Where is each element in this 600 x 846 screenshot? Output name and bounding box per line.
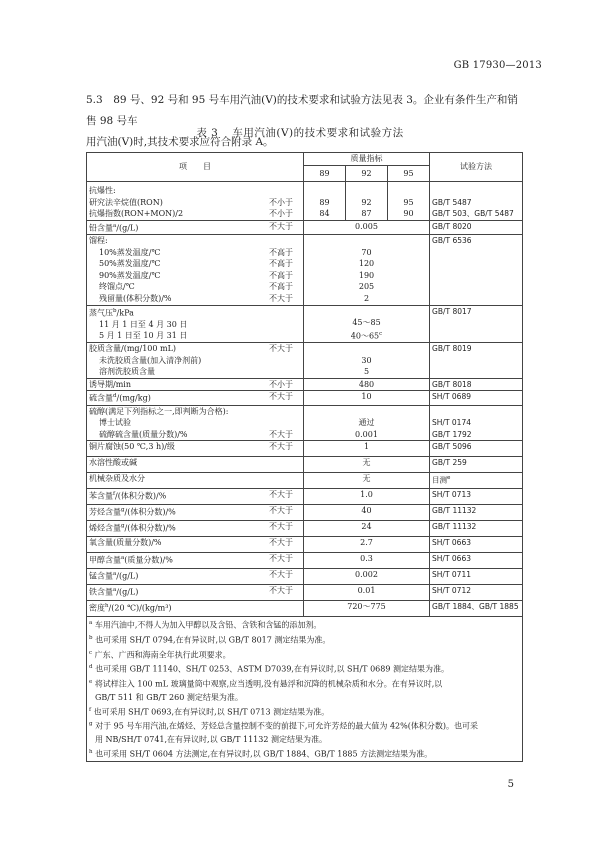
- limit-label: 不大于: [269, 429, 293, 439]
- item-label: 芳烃含量: [89, 508, 121, 518]
- item-unit: /(g/L): [116, 588, 139, 598]
- item-label: 烯烃含量: [89, 524, 121, 534]
- item-label: 研究法辛烷值(RON): [89, 197, 163, 207]
- item-label: 铅含量: [89, 223, 113, 233]
- table-row: [87, 473, 523, 489]
- table-row: [87, 235, 523, 306]
- value-cell: 10: [304, 391, 430, 405]
- method-cell: GB/T 8018: [430, 378, 523, 391]
- item-unit: /(体积分数)/%: [115, 492, 167, 502]
- item-label: 机械杂质及水分: [89, 474, 145, 484]
- limit-label: 不大于: [269, 490, 293, 500]
- method-cell: GB/T 259: [430, 457, 523, 473]
- footnote-mark: c: [89, 649, 93, 656]
- intro-line: 5.3 89 号、92 号和 95 号车用汽油(Ⅴ)的技术要求和试验方法见表 3。企业有条件生产和销售 98 号车: [86, 94, 518, 127]
- limit-label: 不高于: [269, 270, 293, 280]
- item-unit: /(体积分数)/%: [124, 508, 176, 518]
- footnote-mark: a: [113, 571, 117, 578]
- footnote-mark: d: [89, 664, 93, 671]
- footnote-mark: g: [89, 721, 93, 728]
- method-cell: SH/T 0712: [430, 585, 523, 601]
- method-cell: SH/T 0713: [430, 489, 523, 505]
- table-row: [87, 457, 523, 473]
- value-cell: 无: [304, 473, 430, 489]
- footnote-mark: a: [121, 555, 125, 562]
- item-label: 锰含量: [89, 572, 113, 582]
- value-cell: 30: [361, 355, 372, 365]
- item-header: 项 目: [87, 153, 304, 182]
- table-title: 车用汽油(Ⅴ)的技术要求和试验方法: [232, 127, 404, 139]
- method-cell: SH/T 0689: [430, 391, 523, 405]
- grade-92: 92: [346, 166, 388, 182]
- footnote-mark: c: [379, 330, 383, 337]
- footnote-continuation: GB/T 511 和 GB/T 260 测定结果为准。: [95, 692, 243, 702]
- value-cell: 90: [403, 209, 414, 219]
- item-unit: /(g/L): [116, 223, 139, 233]
- footnote-text: 车用汽油中,不得人为加入甲醇以及含铅、含铁和含锰的添加剂。: [94, 621, 322, 631]
- limit-label: 不大于: [269, 586, 293, 596]
- method-cell: GB/T 6536: [430, 235, 523, 306]
- item-unit: /(体积分数)/%: [124, 524, 176, 534]
- intro-line: 用汽油(Ⅴ)时,其技术要求应符合附录 A。: [86, 136, 274, 148]
- item-label: 铜片腐蚀(50 ℃,3 h)/级: [89, 442, 175, 452]
- value-cell: 120: [358, 259, 375, 269]
- item-label: 10%蒸发温度/℃: [99, 247, 161, 257]
- method-cell: GB/T 1792: [432, 429, 472, 439]
- value-cell: 480: [304, 378, 430, 391]
- value-cell: 720～775: [304, 601, 430, 617]
- value-cell: 0.005: [304, 220, 430, 234]
- footnote-text: 对于 95 号车用汽油,在烯烃、芳烃总含量控制不变的前提下,可允许芳烃的最大值为 42%(体积分数)。也可采: [95, 722, 478, 732]
- limit-label: 不小于: [269, 197, 293, 207]
- limit-label: 不小于: [269, 379, 293, 389]
- table-header-row: [87, 153, 523, 166]
- method-cell: GB/T 5487: [432, 197, 472, 207]
- value-cell: 2: [363, 294, 370, 303]
- table-notes: [87, 617, 523, 761]
- value-cell: 1.0: [304, 489, 430, 505]
- page-number: 5: [507, 779, 514, 790]
- method-cell: GB/T 11132: [430, 521, 523, 537]
- table-caption: [0, 125, 600, 140]
- value-cell: 92: [361, 197, 372, 207]
- limit-label: 不大于: [269, 442, 293, 452]
- grade-89: 89: [304, 166, 346, 182]
- value-cell: 95: [403, 197, 414, 207]
- footnote: [89, 676, 520, 691]
- quality-header: 质量指标: [304, 153, 430, 166]
- table-row: [87, 182, 523, 221]
- item-label: 抗爆指数(RON+MON)/2: [89, 209, 184, 219]
- method-cell: SH/T 0663: [430, 537, 523, 553]
- table-row: [87, 405, 523, 441]
- table-row: [87, 378, 523, 391]
- item-label: 水溶性酸或碱: [89, 458, 137, 468]
- item-unit: /(20 ℃)/(kg/m³): [108, 604, 172, 614]
- table-row: [87, 305, 523, 342]
- method-cell: GB/T 11132: [430, 505, 523, 521]
- notes-row: [87, 617, 523, 761]
- intro-paragraph: [86, 90, 526, 153]
- value-cell: 89: [319, 197, 330, 207]
- value-cell: 0.01: [304, 585, 430, 601]
- footnote-text: 也可采用 GB/T 11140、SH/T 0253、ASTM D7039,在有异议时,以 SH/T 0689 测定结果为准。: [95, 665, 449, 675]
- limit-label: 不大于: [269, 294, 293, 303]
- method-cell: GB/T 1884、GB/T 1885: [430, 601, 523, 617]
- item-unit: (质量分数)/%: [124, 556, 173, 566]
- table-row: [87, 601, 523, 617]
- limit-label: 不小于: [269, 209, 293, 219]
- limit-label: 不大于: [269, 522, 293, 532]
- row-title: 抗爆性:: [89, 186, 116, 195]
- item-label: 硫醇(满足下列指标之一,即判断为合格):: [89, 406, 229, 416]
- footnote-text: 也可采用 SH/T 0604 方法测定,在有异议时,以 GB/T 1884、GB/T 1885 方法测定结果为准。: [95, 749, 433, 759]
- item-label: 铁含量: [89, 588, 113, 598]
- footnote-continuation: 用 NB/SH/T 0741,在有异议时,以 GB/T 11132 测定结果为准。: [95, 735, 327, 745]
- item-label: 50%蒸发温度/℃: [99, 259, 161, 269]
- value-cell: 5: [363, 367, 370, 377]
- item-label: 甲醇含量: [89, 556, 121, 566]
- method-cell: GB/T 8017: [430, 305, 523, 342]
- item-label: 胶质含量/(mg/100 mL): [89, 344, 177, 354]
- standard-number: GB 17930—2013: [453, 60, 542, 71]
- item-unit: /(mg/kg): [116, 394, 151, 404]
- footnote-mark: b: [89, 635, 93, 642]
- table-row: [87, 553, 523, 569]
- table-row: [87, 220, 523, 234]
- method-cell: SH/T 0663: [430, 553, 523, 569]
- method-cell: GB/T 8019: [430, 343, 523, 379]
- value-cell: 0.3: [304, 553, 430, 569]
- table-row: [87, 505, 523, 521]
- item-label: 苯含量: [89, 492, 113, 502]
- limit-label: 不高于: [269, 259, 293, 269]
- value-cell: 0.002: [304, 569, 430, 585]
- table-number: 表 3: [196, 127, 219, 139]
- table-row: [87, 391, 523, 405]
- value-cell: 24: [304, 521, 430, 537]
- value-cell: 205: [358, 282, 375, 292]
- value-cell: 45～85: [352, 318, 381, 328]
- value-cell: 2.7: [304, 537, 430, 553]
- item-label: 残留量(体积分数)/%: [99, 294, 172, 303]
- item-label: 诱导期/min: [89, 379, 131, 389]
- table-row: [87, 441, 523, 457]
- footnote-text: 广东、广西和海南全年执行此项要求。: [94, 650, 231, 660]
- row-title: 馏程:: [89, 236, 108, 246]
- table-row: [87, 343, 523, 379]
- item-unit: /kPa: [116, 308, 134, 318]
- value-cell: 通过: [358, 418, 375, 428]
- item-label: 硫醇硫含量(质量分数)/%: [99, 429, 188, 439]
- method-header: 试验方法: [430, 153, 523, 182]
- footnote: [89, 704, 520, 719]
- limit-label: 不大于: [269, 344, 293, 354]
- table-row: [87, 489, 523, 505]
- item-label: 密度: [89, 604, 105, 614]
- limit-label: 不大于: [269, 392, 293, 402]
- table-row: [87, 569, 523, 585]
- value-cell: 40～65: [350, 331, 380, 341]
- footnote-text: 也可采用 SH/T 0693,在有异议时,以 SH/T 0713 测定结果为准。: [93, 707, 330, 717]
- item-label: 未洗胶质含量(加入清净剂前): [99, 355, 202, 365]
- method-cell: 目测: [432, 475, 448, 485]
- footnote: [89, 718, 520, 733]
- value-cell: 1: [304, 441, 430, 457]
- item-label: 终馏点/℃: [99, 282, 135, 292]
- value-cell: 无: [304, 457, 430, 473]
- footnote: [89, 661, 520, 676]
- footnote-mark: g: [121, 523, 125, 530]
- footnote-mark: e: [447, 475, 451, 482]
- method-cell: GB/T 5096: [430, 441, 523, 457]
- table-row: [87, 585, 523, 601]
- value-cell: 70: [361, 247, 372, 257]
- item-label: 90%蒸发温度/℃: [99, 270, 161, 280]
- value-cell: 190: [358, 270, 375, 280]
- period-label: 11 月 1 日至 4 月 30 日: [99, 319, 188, 329]
- limit-label: 不大于: [269, 221, 293, 231]
- limit-label: 不大于: [269, 570, 293, 580]
- footnote-mark: a: [113, 587, 117, 594]
- table-row: [87, 537, 523, 553]
- limit-label: 不高于: [269, 282, 293, 292]
- footnote-mark: a: [89, 620, 93, 627]
- limit-label: 不大于: [269, 554, 293, 564]
- footnote-mark: h: [89, 749, 93, 756]
- grade-95: 95: [388, 166, 430, 182]
- item-label: 硫含量: [89, 394, 113, 404]
- table-row: [87, 521, 523, 537]
- footnote-mark: g: [121, 507, 125, 514]
- footnote-mark: d: [113, 393, 117, 400]
- item-label: 博士试验: [99, 418, 131, 428]
- method-cell: SH/T 0174: [432, 418, 471, 428]
- method-cell: GB/T 8020: [430, 220, 523, 234]
- method-cell: GB/T 503、GB/T 5487: [432, 209, 514, 219]
- footnote: [89, 647, 520, 662]
- value-cell: 0.001: [355, 429, 378, 439]
- item-unit: /(g/L): [116, 572, 139, 582]
- item-label: 氧含量(质量分数)/%: [89, 538, 162, 548]
- limit-label: 不高于: [269, 247, 293, 257]
- limit-label: 不大于: [269, 538, 293, 548]
- footnote-mark: f: [89, 706, 92, 713]
- footnote: [89, 632, 520, 647]
- footnote: [89, 746, 520, 761]
- value-cell: 84: [319, 209, 330, 219]
- value-cell: 87: [361, 209, 372, 219]
- item-label: 蒸气压: [89, 308, 113, 318]
- value-cell: 40: [304, 505, 430, 521]
- footnote-mark: f: [113, 491, 116, 498]
- footnote-text: 将试样注入 100 mL 玻璃量筒中观察,应当透明,没有悬浮和沉降的机械杂质和水分。在有异议时,以: [94, 679, 443, 689]
- footnote-text: 也可采用 SH/T 0794,在有异议时,以 GB/T 8017 测定结果为准。: [95, 635, 331, 645]
- period-label: 5 月 1 日至 10 月 31 日: [99, 331, 188, 341]
- spec-table: [86, 152, 523, 762]
- item-label: 溶剂洗胶质含量: [99, 367, 155, 377]
- footnote-mark: a: [113, 222, 117, 229]
- limit-label: 不大于: [269, 506, 293, 516]
- footnote: [89, 617, 520, 632]
- footnote-mark: b: [113, 307, 117, 314]
- method-cell: SH/T 0711: [430, 569, 523, 585]
- footnote-mark: e: [89, 679, 93, 686]
- footnote-mark: h: [105, 603, 109, 610]
